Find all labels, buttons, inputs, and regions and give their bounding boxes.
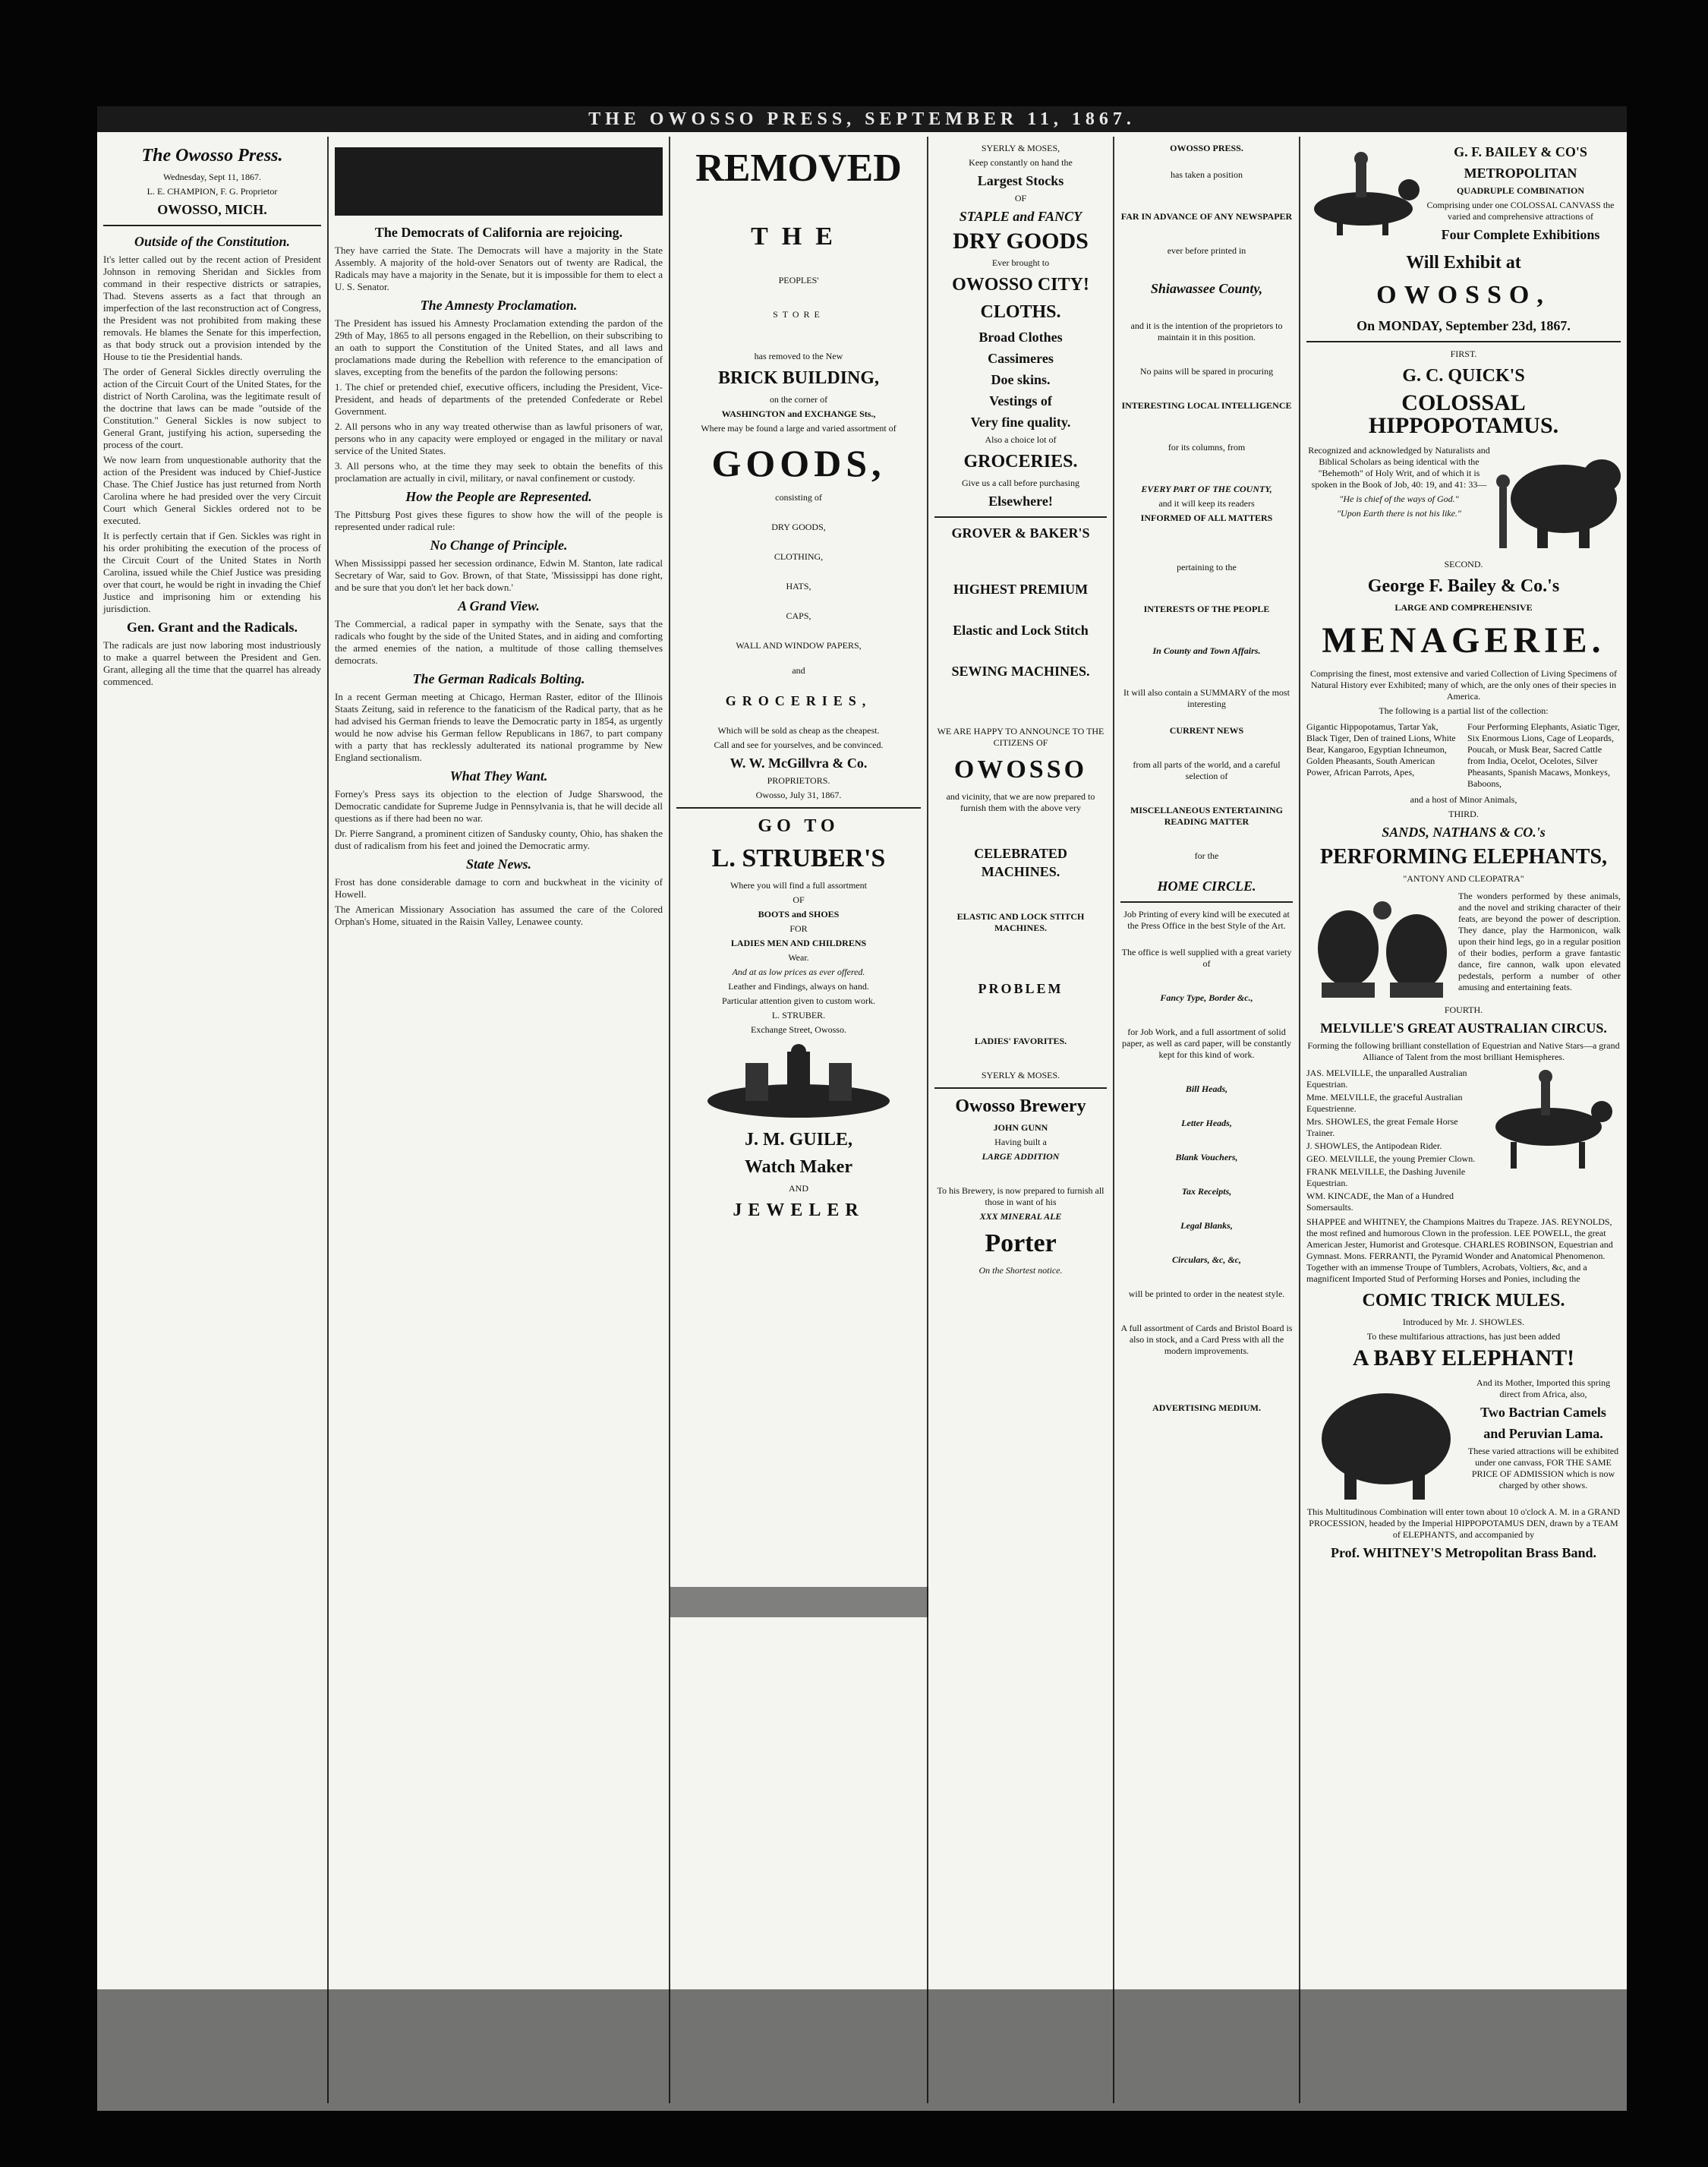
ad-text: SECOND. (1444, 559, 1483, 569)
article-text: The radicals are just now laboring most industriously to make a quarrel between the President and Gen. Grant, alleging all the time that the quarrel has already commenced. (103, 639, 321, 687)
ad-city: OWOSSO CITY! (952, 275, 1089, 295)
ad-text: WE ARE HAPPY TO ANNOUNCE TO THE CITIZENS OF (937, 726, 1105, 748)
ad-text: The following is a partial list of the collection: (1379, 705, 1549, 716)
ad-text: Legal Blanks, (1180, 1220, 1233, 1231)
damaged-area (670, 1587, 928, 1617)
ad-text: and a host of Minor Animals, (1410, 794, 1517, 805)
ad-text: and (792, 665, 805, 676)
ad-text: "ANTONY AND CLEOPATRA" (1403, 873, 1524, 884)
ad-text: Also a choice lot of (985, 434, 1057, 445)
headline: State News. (465, 856, 531, 872)
ad-text: Comprising under one COLOSSAL CANVASS the varied and comprehensive attractions of (1426, 200, 1615, 222)
ad-text: CELEBRATED MACHINES. (974, 846, 1067, 879)
ad-text: ADVERTISING MEDIUM. (1152, 1402, 1261, 1413)
ad-text: Exchange Street, Owosso. (751, 1024, 846, 1035)
ad-text: The office is well supplied with a great variety of (1121, 947, 1292, 969)
ad-text: L. STRUBER. (771, 1010, 826, 1020)
ad-text: George F. Bailey & Co.'s (1367, 576, 1560, 596)
ad-goods: GOODS, (711, 442, 886, 484)
performer: JAS. MELVILLE, the unparalled Australian Equestrian. (1306, 1068, 1467, 1090)
article-text: Frost has done considerable damage to corn and buckwheat in the vicinity of Howell. (335, 876, 663, 900)
ad-text: CURRENT NEWS (1169, 725, 1244, 736)
jewelry-engraving (692, 1040, 905, 1124)
ad-text: In County and Town Affairs. (1152, 645, 1261, 656)
ad-text: Fancy Type, Border &c., (1160, 992, 1253, 1003)
ad-struber: L. STRUBER'S (711, 844, 886, 872)
ad-jeweler: JEWELER (733, 1200, 865, 1220)
animal-list-right: Four Performing Elephants, Asiatic Tiger, Six Enormous Lions, Cage of Leopards, Poucah, or Musk Bear, Sacred Cattle from India, Ocelot, Ocelotes, Silver Pheasants, Spanish Macaws, Monkeys, Baboons, (1467, 721, 1620, 789)
ad-text: consisting of (775, 492, 822, 503)
performer: WM. KINCADE, the Man of a Hundred Somersaults. (1306, 1191, 1454, 1213)
circus-horse-engraving (1476, 1066, 1621, 1172)
ad-text: BOOTS and SHOES (758, 909, 840, 919)
elephant-block (1306, 888, 1621, 1001)
ad-firm: W. W. McGillvra & Co. (730, 755, 868, 771)
ad-item: HATS, (786, 581, 811, 591)
ad-text: Broad Clothes (978, 330, 1063, 345)
ad-text: Cassimeres (988, 351, 1054, 366)
ad-text: Where you will find a full assortment (730, 880, 867, 891)
ad-text: Keep constantly on hand the (969, 157, 1073, 168)
ad-text: has removed to the New (754, 351, 843, 361)
ad-text: Very fine quality. (970, 415, 1071, 430)
ad-firm: SYERLY & MOSES, (981, 143, 1060, 153)
ad-text: AND (789, 1183, 808, 1194)
ad-text: Shiawassee County, (1150, 281, 1263, 296)
ad-text: Letter Heads, (1181, 1118, 1232, 1128)
ad-text: LARGE AND COMPREHENSIVE (1394, 602, 1533, 613)
ad-text: for its columns, from (1168, 442, 1246, 453)
performer: GEO. MELVILLE, the young Premier Clown. (1306, 1153, 1476, 1164)
ad-text: "Upon Earth there is not his like." (1337, 508, 1461, 519)
performer: FRANK MELVILLE, the Dashing Juvenile Equestrian. (1306, 1166, 1466, 1188)
article-text: Dr. Pierre Sangrand, a prominent citizen of Sandusky county, Ohio, has shaken the dust of radicalism from his feet and joined the Democratic army. (335, 828, 663, 851)
ad-text: and it is the intention of the proprietors to maintain it in this position. (1130, 320, 1283, 342)
ad-text: STAPLE and FANCY (959, 209, 1082, 224)
ad-text: These varied attractions will be exhibited under one canvass, FOR THE SAME PRICE OF ADMISSION which is now charged by other shows. (1467, 1446, 1619, 1490)
ad-hippo: COLOSSAL HIPPOPOTAMUS. (1368, 390, 1559, 438)
article-text: In a recent German meeting at Chicago, Herman Raster, editor of the Illinois Staats Zeitung, said in reference to the fanaticism of the Radical party, that as he had advised his German friends to leave the Democratic party in 1854, as urgently would he now advise his German fellow Republicans in 1867, to part company with a party that has recklessly adulterated its national programme by New England sectionalism. (335, 691, 663, 763)
ad-text: WASHINGTON and EXCHANGE Sts., (721, 408, 876, 419)
ad-owosso: OWOSSO, (1376, 281, 1551, 309)
ad-goto: GO TO (758, 816, 840, 836)
column-4 (928, 137, 1114, 2103)
ad-text: Call and see for yourselves, and be convinced. (714, 740, 884, 750)
ad-text: from all parts of the world, and a careful selection of (1133, 759, 1281, 781)
ad-porter: Porter (985, 1229, 1057, 1257)
article-text: It is perfectly certain that if Gen. Sickles was right in his order prohibiting the execution of the process of the Circuit Court of the United States in North Carolina, issued while the Chief Justice was presiding over that court, he would be right in invading the Chief Justice and imprisoning him or extending his jurisdiction. (103, 530, 322, 614)
ad-elephants: PERFORMING ELEPHANTS, (1319, 845, 1608, 869)
ad-text: THIRD. (1448, 809, 1479, 819)
ad-text: JOHN GUNN (993, 1122, 1048, 1133)
ad-text: Bill Heads, (1185, 1084, 1228, 1094)
ad-text: FOR (789, 923, 808, 934)
ad-text: SEWING MACHINES. (951, 664, 1090, 679)
ad-date: On MONDAY, September 23d, 1867. (1357, 318, 1571, 333)
divider (103, 225, 321, 226)
article-text: Forney's Press says its objection to the election of Judge Sharswood, the Democratic candidate for Supreme Judge in Pennsylvania is, that he will decide all questions as if there had been no war. (335, 788, 663, 824)
damaged-area (335, 147, 663, 216)
ad-text: Forming the following brilliant constellation of Equestrian and Native Stars—a grand Alliance of Talent from the most brilliant Hemispheres. (1307, 1040, 1620, 1062)
ad-text: Ever brought to (991, 257, 1050, 268)
ad-text: INTERESTS OF THE PEOPLE (1143, 604, 1270, 614)
ad-text: HOME CIRCLE. (1157, 878, 1256, 894)
divider (934, 1087, 1107, 1089)
ad-text: will be printed to order in the neatest style. (1128, 1289, 1285, 1299)
ad-text: INFORMED OF ALL MATTERS (1140, 513, 1273, 523)
ad-text: LARGE ADDITION (982, 1151, 1060, 1162)
ad-bailey: G. F. BAILEY & CO'S (1454, 144, 1587, 159)
ad-text: Largest Stocks (977, 173, 1064, 188)
ad-item: DRY GOODS, (771, 522, 826, 532)
ad-brewery: Owosso Brewery (955, 1096, 1086, 1116)
place: OWOSSO, MICH. (157, 202, 267, 217)
ad-text: Four Complete Exhibitions (1441, 227, 1600, 242)
ad-guile: J. M. GUILE, (744, 1130, 852, 1150)
performer: Mme. MELVILLE, the graceful Australian Equestrienne. (1306, 1092, 1463, 1114)
ad-text: Introduced by Mr. J. SHOWLES. (1402, 1317, 1525, 1327)
ad-text: And its Mother, Imported this spring direct from Africa, also, (1476, 1377, 1611, 1399)
article-text: The President has issued his Amnesty Proclamation extending the pardon of the 29th of May, 1865 to all persons engaged in the Rebellion, on their subscribing to an oath to support the Constitution of the United States, and all laws and proclamations made during the Rebellion with reference to the emancipation of slaves, excepting from the benefits of the pardon the following persons: (335, 317, 663, 377)
ad-item: GROCERIES, (725, 693, 872, 708)
ad-groceries: GROCERIES. (963, 452, 1078, 472)
ad-owosso: OWOSSO (953, 755, 1088, 784)
headline: The German Radicals Bolting. (412, 671, 585, 686)
ad-text: QUADRUPLE COMBINATION (1456, 185, 1585, 196)
circus-block (1306, 1066, 1621, 1215)
ad-brick: BRICK BUILDING, (717, 368, 880, 388)
ad-text: SYERLY & MOSES. (981, 1070, 1060, 1080)
ad-text: FIRST. (1450, 349, 1477, 359)
ad-text: Recognized and acknowledged by Naturalists and Biblical Scholars as being identical with the "Behemoth" of Holy Writ, and of which it is spoken in the Book of Job, 40: 19, and 41: 33— (1308, 445, 1490, 490)
ad-text: ELASTIC AND LOCK STITCH MACHINES. (956, 911, 1085, 933)
ad-text: Comprising the finest, most extensive and varied Collection of Living Specimens of Natural History ever Exhibited; many of which, are the only ones of their species in America. (1310, 668, 1617, 702)
performing-elephants-engraving (1306, 888, 1458, 1001)
ad-title: OWOSSO PRESS. (1170, 143, 1243, 153)
ad-text: SHAPPEE and WHITNEY, the Champions Maitres du Trapeze. JAS. REYNOLDS, the most refined and humorous Clown in the profession. LEE POWELL, the great American Jester, Humorist and Grotesque. CHARLES ROBINSON, Equestrian and Gymnast. Mons. FERRANTI, the Pyramid Wonder and Anatomical Phenomenon. Together with an immense Troupe of Tumblers, Acrobats, Voltiers, &c, and a magnificent Imported Stud of Performing Horses and Ponies, including the (1306, 1216, 1613, 1284)
ad-text: EVERY PART OF THE COUNTY, (1141, 484, 1272, 494)
article-text: The Commercial, a radical paper in sympathy with the Senate, says that the radicals who fought by the side of the United States, and in aiding and comforting the armed enemies of the nation, a multitude of those calling themselves democrats. (335, 618, 663, 666)
ad-drygoods: DRY GOODS (953, 229, 1089, 254)
date-line: Wednesday, Sept 11, 1867. (162, 172, 262, 182)
ad-text: "He is chief of the ways of God." (1339, 494, 1459, 504)
ad-watch: Watch Maker (745, 1157, 852, 1177)
headline: The Amnesty Proclamation. (420, 298, 578, 313)
animal-list-left: Gigantic Hippopotamus, Tartar Yak, Black Tiger, Den of trained Lions, White Bear, Kangaroo, Egyptian Ichneumon, Golden Pheasants, South American Power, African Parrots, Apes, (1306, 721, 1456, 778)
divider (1120, 901, 1293, 903)
article-text: The American Missionary Association has assumed the care of the Colored Orphan's Home, situated in the Raisin Valley, Lenawee county. (335, 904, 663, 927)
ad-text: Leather and Findings, always on hand. (728, 981, 869, 992)
article-text: 3. All persons who, at the time they may seek to obtain the benefits of this proclamation are actually in civil, military, or naval confinement or custody. (335, 460, 663, 484)
column-2 (329, 137, 670, 2103)
headline: Outside of the Constitution. (134, 234, 291, 249)
hippo-block (1306, 442, 1621, 556)
ad-text: Two Bactrian Camels (1480, 1405, 1606, 1420)
removed-headline: REMOVED (695, 147, 902, 190)
divider (1306, 341, 1621, 342)
ad-text: LADIES MEN AND CHILDRENS (730, 938, 867, 948)
performer: J. SHOWLES, the Antipodean Rider. (1306, 1140, 1442, 1151)
ad-text: and vicinity, that we are now prepared to furnish them with the above very (946, 791, 1095, 813)
ad-text: for Job Work, and a full assortment of solid paper, as well as card paper, will be constantly kept for this kind of work. (1122, 1027, 1291, 1060)
paper-name: The Owosso Press. (141, 146, 283, 166)
ad-mules: COMIC TRICK MULES. (1362, 1291, 1565, 1311)
ad-text: The wonders performed by these animals, and the novel and striking character of their feats, are beyond the power of description. They dance, play the Harmonicon, walk upon their hind legs, go in a regular position of their bodies, perform a grave fantastic dance, fire cannon, walk upon elevated pedestals, perform a number of other amusing and entertaining feats. (1458, 891, 1621, 992)
ad-text: LADIES' FAVORITES. (974, 1036, 1067, 1046)
ad-text: Which will be sold as cheap as the cheapest. (717, 725, 880, 736)
article-text: The Pittsburg Post gives these figures to show how the will of the people is represented under radical rule: (335, 509, 663, 532)
ad-item: CLOTHING, (774, 551, 824, 562)
ad-text: Tax Receipts, (1181, 1186, 1232, 1197)
ad-text: FOURTH. (1444, 1005, 1483, 1015)
ad-text: MISCELLANEOUS ENTERTAINING READING MATTER (1130, 805, 1284, 827)
ad-item: CAPS, (786, 610, 811, 621)
ad-text: PROBLEM (978, 981, 1064, 996)
ad-peoples: PEOPLES' (778, 275, 819, 285)
ad-text: Will Exhibit at (1406, 253, 1521, 273)
article-text: 2. All persons who in any way treated otherwise than as lawful prisoners of war, persons who in any capacity were employed or engaged in the military or naval service of the United States. (335, 421, 663, 456)
ad-text: G. C. QUICK'S (1402, 366, 1525, 386)
headline: Gen. Grant and the Radicals. (126, 620, 298, 635)
headline: No Change of Principle. (430, 538, 568, 553)
hippopotamus-engraving (1492, 442, 1621, 556)
ad-text: Doe skins. (991, 372, 1051, 387)
ad-menagerie: MENAGERIE. (1322, 620, 1606, 661)
ad-text: XXX MINERAL ALE (979, 1211, 1062, 1222)
divider (934, 516, 1107, 518)
ad-band: Prof. WHITNEY'S Metropolitan Brass Band. (1330, 1545, 1597, 1560)
ad-text: OF (1014, 193, 1027, 203)
publisher: L. E. CHAMPION, F. G. Proprietor (147, 186, 278, 197)
article-text: The order of General Sickles directly overruling the action of the Circuit Court of the United States, for the district of North Carolina, was the legitimate result of the doctrine that laws can be made "outside of the Constitution." General Sickles is now subject to General Grant, justifying his action, superseding the process of the court. (103, 366, 321, 450)
ad-text: INTERESTING LOCAL INTELLIGENCE (1121, 400, 1292, 411)
column-1 (97, 137, 329, 2103)
ad-text: To his Brewery, is now prepared to furnish all those in want of his (937, 1185, 1105, 1207)
ad-text: And at as low prices as ever offered. (732, 967, 865, 977)
headline: How the People are Represented. (405, 489, 592, 504)
ad-text: Where may be found a large and varied assortment of (701, 423, 897, 434)
article-text: 1. The chief or pretended chief, executive officers, including the President, Vice-President, and heads of departments of the pretended Confederate or Rebel Government. (335, 381, 663, 417)
baby-block (1306, 1374, 1621, 1503)
ad-text: METROPOLITAN (1464, 166, 1577, 181)
animal-list (1306, 720, 1621, 791)
ad-text: Having built a (994, 1137, 1047, 1147)
ad-text: ever before printed in (1167, 245, 1246, 256)
ad-text: OF (793, 894, 805, 905)
ad-item: WALL AND WINDOW PAPERS, (736, 640, 862, 651)
article-text: We now learn from unquestionable authority that the action of the President was induced by Chief-Justice Chase. The Chief Justice has just returned from North Carolina where he had presided over the very Circuit Court which General Sickles ordered not to be executed. (103, 454, 321, 526)
divider (676, 807, 921, 809)
ad-text: and Peruvian Lama. (1483, 1426, 1603, 1441)
ad-text: Elsewhere! (988, 494, 1053, 509)
newspaper-page (97, 106, 1627, 2111)
column-5 (1114, 137, 1300, 2103)
ad-baby-elephant: A BABY ELEPHANT! (1352, 1345, 1575, 1371)
ad-text: PROPRIETORS. (767, 775, 830, 786)
ad-text: A full assortment of Cards and Bristol Board is also in stock, and a Card Press with all the modern improvements. (1120, 1323, 1293, 1356)
performer: Mrs. SHOWLES, the great Female Horse Trainer. (1306, 1116, 1458, 1138)
ad-text: on the corner of (769, 394, 828, 405)
baby-elephant-engraving (1306, 1374, 1466, 1503)
article-text: When Mississippi passed her secession ordinance, Edwin M. Stanton, late radical Secretary of War, said to Gov. Brown, of that State, 'Mississippi has done right, and be sure that you don't let her back down.' (335, 557, 663, 593)
ad-text: No pains will be spared in procuring (1139, 366, 1274, 377)
article-text: It's letter called out by the recent action of President Johnson in removing Sheridan and Sickles from command in their respective districts or satrapies, Thad. Stevens asserts as a fact that through an imperfection of the last reconstruction act of Congress, the President was not prohibited from making these removals. He blames the Senate for this imperfection, as that body struck out a provision intended by the House to tie the Presidential hands. (103, 254, 321, 362)
ad-text: Give us a call before purchasing (962, 478, 1079, 488)
ad-store: STORE (773, 309, 824, 320)
ad-text: On the Shortest notice. (978, 1265, 1063, 1276)
ad-text: for the (1194, 850, 1219, 861)
ad-the: THE (751, 222, 846, 251)
ad-text: To these multifarious attractions, has just been added (1366, 1331, 1561, 1342)
ad-text: It will also contain a SUMMARY of the most interesting (1123, 687, 1290, 709)
ad-text: Blank Vouchers, (1175, 1152, 1238, 1162)
ad-text: and it will keep its readers (1158, 498, 1255, 509)
masthead: THE OWOSSO PRESS, SEPTEMBER 11, 1867. (97, 106, 1627, 132)
ad-grover: GROVER & BAKER'S (951, 525, 1090, 541)
ad-text: SANDS, NATHANS & CO.'s (1382, 825, 1546, 840)
headline: The Democrats of California are rejoicing. (374, 225, 623, 240)
horse-rider-engraving (1306, 148, 1420, 239)
ad-text: pertaining to the (1177, 562, 1237, 573)
ad-text: has taken a position (1171, 169, 1243, 180)
ad-text: Vestings of (989, 393, 1052, 408)
ad-text: FAR IN ADVANCE OF ANY NEWSPAPER (1120, 211, 1293, 222)
ad-text: Particular attention given to custom work. (722, 995, 875, 1006)
headline: What They Want. (449, 768, 548, 784)
damaged-area (97, 1989, 1627, 2111)
circus-header (1306, 140, 1621, 247)
column-3 (670, 137, 928, 2103)
headline: A Grand View. (458, 598, 540, 614)
ad-text: This Multitudinous Combination will enter town about 10 o'clock A. M. in a GRAND PROCESSION, headed by the Imperial HIPPOPOTAMUS DEN, drawn by a TEAM of ELEPHANTS, and accompanied by (1306, 1506, 1621, 1540)
ad-text: CLOTHS. (980, 302, 1061, 322)
column-6 (1300, 137, 1627, 2103)
ad-text: Elastic and Lock Stitch (953, 623, 1089, 638)
ad-text: Circulars, &c, &c, (1171, 1254, 1241, 1265)
ad-text: Owosso, July 31, 1867. (755, 790, 842, 800)
ad-text: Wear. (788, 952, 809, 963)
article-text: They have carried the State. The Democrats will have a majority in the State Assembly. A majority of the hold-over Senators out of twenty are Radical, the Radicals may have a majority in the Senate, but it is impossible for them to elect a U. S. Senator. (335, 244, 663, 292)
ad-text: HIGHEST PREMIUM (953, 582, 1089, 597)
ad-melville: MELVILLE'S GREAT AUSTRALIAN CIRCUS. (1320, 1020, 1607, 1036)
ad-text: Job Printing of every kind will be executed at the Press Office in the best Style of the Art. (1123, 909, 1290, 931)
